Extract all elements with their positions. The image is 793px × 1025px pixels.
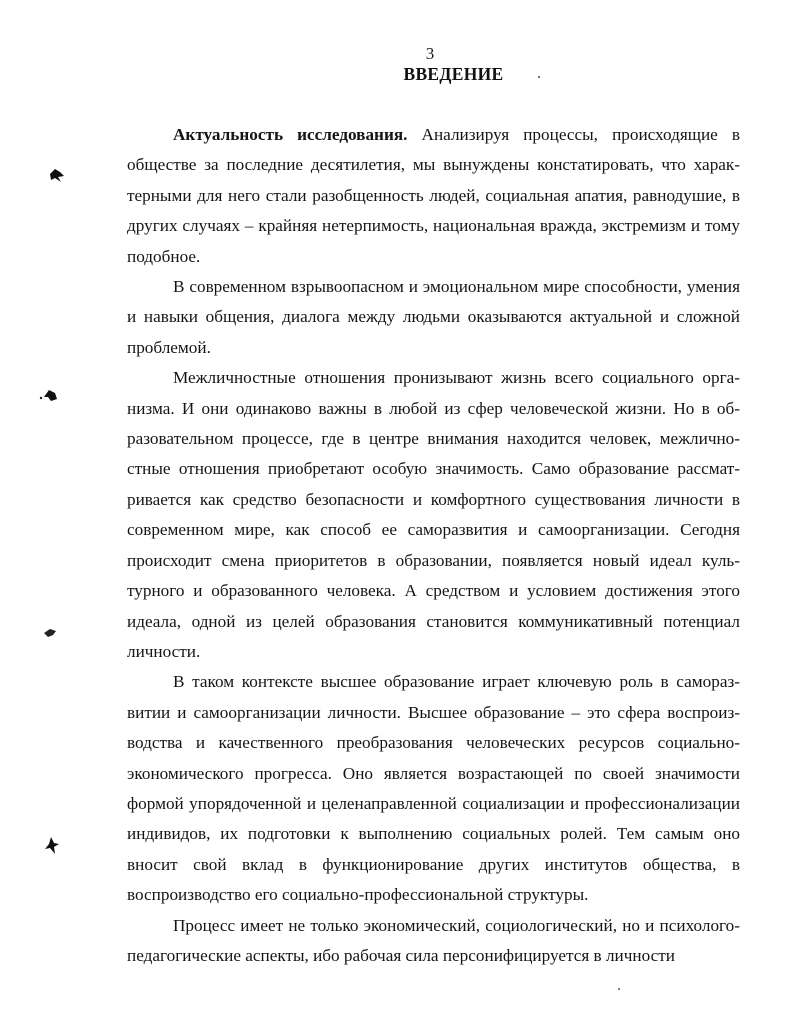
scan-speck-mark xyxy=(46,164,68,186)
paragraph-text: Анализируя процессы, происходящие в обществе за последние десятилетия, мы вынуждены констатировать, что характерными для него стали разобщенность людей, социальная апатия, равнодушие, в других случаях – крайняя нетерпимость, национальная вражда, экстремизм и тому подобное. xyxy=(127,125,741,266)
page-number: 3 xyxy=(425,44,435,63)
scan-speck-mark xyxy=(42,834,62,858)
paragraph: В таком контексте высшее образование играет ключевую роль в саморазвитии и самоорганизации личности. Высшее образование – это сфера воспроизводства и качественного преобразования человеческих ресурсов социально-экономического прогресса. Оно является возрастающей по своей значимости формой упорядоченной и целенаправленной социализации и профессионализации индивидов, их подготовки к выполнению социальных ролей. Тем самым оно вносит свой вклад в функционирование других институтов общества, в воспроизводство его социально-профессиональной структуры. xyxy=(127,672,740,905)
paragraph: Процесс имеет не только экономический, социологический, но и психолого-педагогические аспекты, ибо рабочая сила персонифицируется в личности xyxy=(127,915,740,965)
paragraph-relevance xyxy=(127,120,740,272)
scan-dot-mark xyxy=(536,74,542,80)
scan-dot-mark xyxy=(616,986,622,992)
section-heading: ВВЕДЕНИЕ xyxy=(403,64,504,84)
paragraph: В современном взрывоопасном и эмоциональном мире способности, умения и навыки общения, диалога между людьми оказываются актуальной и сложной проблемой. xyxy=(127,277,740,357)
body-text xyxy=(127,120,740,971)
scan-speck-mark xyxy=(40,624,62,642)
scan-speck-mark xyxy=(38,385,62,407)
paragraph: Межличностные отношения пронизывают жизнь всего социального организма. И они одинаково важны в любой из сфер человеческой жизни. Но в образовательном процессе, где в центре внимания находится человек, межличностные отношения приобретают особую значимость. Само образование рассматривается как средство безопасности и комфортного существования личности в современном мире, как способ ее саморазвития и самоорганизации. Сегодня происходит смена приоритетов в образовании, появляется новый идеал культурного и образованного человека. А средством и условием достижения этого идеала, одной из целей образования становится коммуникативный потенциал личности. xyxy=(127,368,740,661)
paragraph-lead-in: Актуальность исследования. xyxy=(173,125,408,144)
